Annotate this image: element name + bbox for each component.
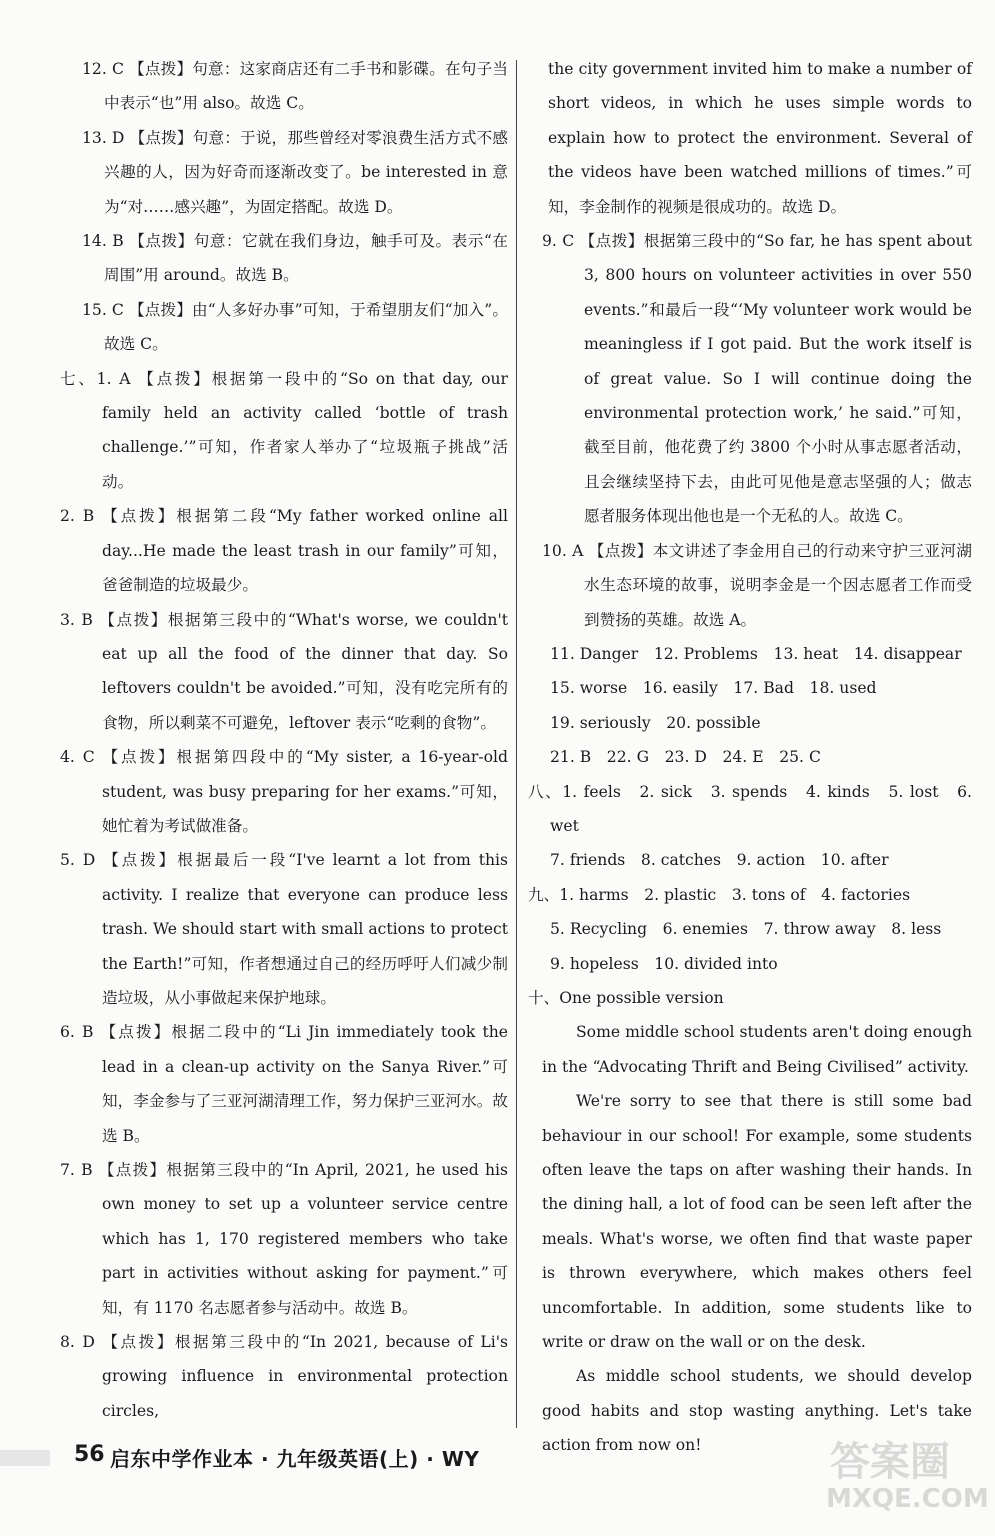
answer-item: 15. C 【点拨】由“人多好办事”可知，于希望朋友们“加入”。故选 C。: [82, 300, 508, 354]
answer-row: 5. Recycling 6. enemies 7. throw away 8. less: [550, 920, 942, 939]
answer-row: 15. worse 16. easily 17. Bad 18. used: [550, 679, 877, 698]
watermark-logo: [820, 1430, 989, 1530]
answer-row: 7. friends 8. catches 9. action 10. after: [550, 851, 889, 870]
answer-item: 9. C 【点拨】根据第三段中的“So far, he has spent about 3, 800 hours on volunteer activities in over 550 events.”和最后一段“‘My volunteer work would be meaningless if I got paid. But the work itself is of great value. So I will continue doing the environmental protection work,’ he said.”可知，截至目前，他花费了约 3800 个小时从事志愿者活动，且会继续坚持下去，由此可见他是意志坚强的人；做志愿者服务体现出他也是一个无私的人。故选 C。: [542, 232, 972, 526]
answer-item: 7. B 【点拨】根据第三段中的“In April, 2021, he used his own money to set up a volunteer service centre which has 1, 170 registered members who take part in activities without asking for payment.”可知，有 1170 名志愿者参与活动中。故选 B。: [60, 1161, 508, 1317]
page-number: 56: [74, 1442, 105, 1467]
answer-continuation: the city government invited him to make a number of short videos, in which he uses simple words to explain how to protect the environment. Several of the videos have been watched millions of times.”可知，李金制作的视频是很成功的。故选 D。: [548, 60, 972, 216]
answer-row: 21. B 22. G 23. D 24. E 25. C: [550, 748, 821, 767]
essay-paragraph: As middle school students, we should develop good habits and stop wasting anything. Let's take action from now on!: [542, 1367, 972, 1455]
watermark-url: MXQE.COM: [826, 1484, 989, 1514]
answer-item: 2. B 【点拨】根据第二段“My father worked online all day...He made the least trash in our family”可知，爸爸制造的垃圾最少。: [60, 507, 508, 595]
answer-item: 10. A 【点拨】本文讲述了李金用自己的行动来守护三亚河湖水生态环境的故事，说明李金是一个因志愿者工作而受到赞扬的英雄。故选 A。: [542, 541, 972, 629]
section-row: 八、1. feels 2. sick 3. spends 4. kinds 5. lost 6. wet: [528, 782, 972, 835]
section-row: 九、1. harms 2. plastic 3. tons of 4. factories: [528, 885, 911, 904]
left-column: [60, 52, 508, 1428]
answer-item: 5. D 【点拨】根据最后一段“I've learnt a lot from this activity. I realize that everyone can produce less trash. We should start with small actions to protect the Earth!”可知，作者想通过自己的经历呼吁人们减少制造垃圾，从小事做起来保护地球。: [60, 851, 508, 1007]
answer-item: 七、1. A 【点拨】根据第一段中的“So on that day, our family held an activity called ‘bottle of trash challenge.’”可知，作者家人举办了“垃圾瓶子挑战”活动。: [60, 369, 508, 491]
answer-item: 6. B 【点拨】根据二段中的“Li Jin immediately took the lead in a clean-up activity on the Sanya River.”可知，李金参与了三亚河湖清理工作，努力保护三亚河水。故选 B。: [60, 1023, 508, 1145]
answer-row: 19. seriously 20. possible: [550, 713, 761, 732]
answer-item: 8. D 【点拨】根据第三段中的“In 2021, because of Li's growing influence in environmental protection circles,: [60, 1333, 508, 1420]
answer-item: 4. C 【点拨】根据第四段中的“My sister, a 16-year-old student, was busy preparing for her exams.”可知，她忙着为考试做准备。: [60, 748, 508, 835]
book-title: 启东中学作业本 · 九年级英语(上) · WY: [110, 1447, 480, 1471]
essay-paragraph: We're sorry to see that there is still some bad behaviour in our school! For example, some students often leave the taps on after washing their hands. In the dining hall, a lot of food can be seen left after the meals. What's worse, we often find that waste paper is thrown everywhere, which makes others feel uncomfortable. In addition, some students like to write or draw on the wall or on the desk.: [542, 1092, 972, 1352]
answer-row: 9. hopeless 10. divided into: [550, 954, 778, 973]
answer-row: 11. Danger 12. Problems 13. heat 14. disappear: [550, 644, 962, 663]
answer-item: 3. B 【点拨】根据第三段中的“What's worse, we couldn't eat up all the food of the dinner that day. So leftovers couldn't be avoided.”可知，没有吃完所有的食物，所以剩菜不可避免，leftover 表示“吃剩的食物”。: [60, 610, 508, 732]
watermark-text: 答案圈: [830, 1439, 950, 1485]
essay-paragraph: Some middle school students aren't doing enough in the “Advocating Thrift and Being Civilised” activity.: [542, 1023, 972, 1076]
answer-item: 14. B 【点拨】句意：它就在我们身边，触手可及。表示“在周围”用 around。故选 B。: [82, 232, 508, 285]
answer-item: 12. C 【点拨】句意：这家商店还有二手书和影碟。在句子当中表示“也”用 also。故选 C。: [82, 60, 508, 113]
footer-bar: [0, 1450, 50, 1466]
column-divider: [516, 60, 517, 1428]
right-column: [528, 52, 972, 1463]
page-footer: [0, 1438, 600, 1478]
answer-item: 13. D 【点拨】句意：于说，那些曾经对零浪费生活方式不感兴趣的人，因为好奇而逐渐改变了。be interested in 意为“对……感兴趣”，为固定搭配。故选 D。: [82, 128, 508, 216]
section-heading: 十、One possible version: [528, 988, 724, 1007]
